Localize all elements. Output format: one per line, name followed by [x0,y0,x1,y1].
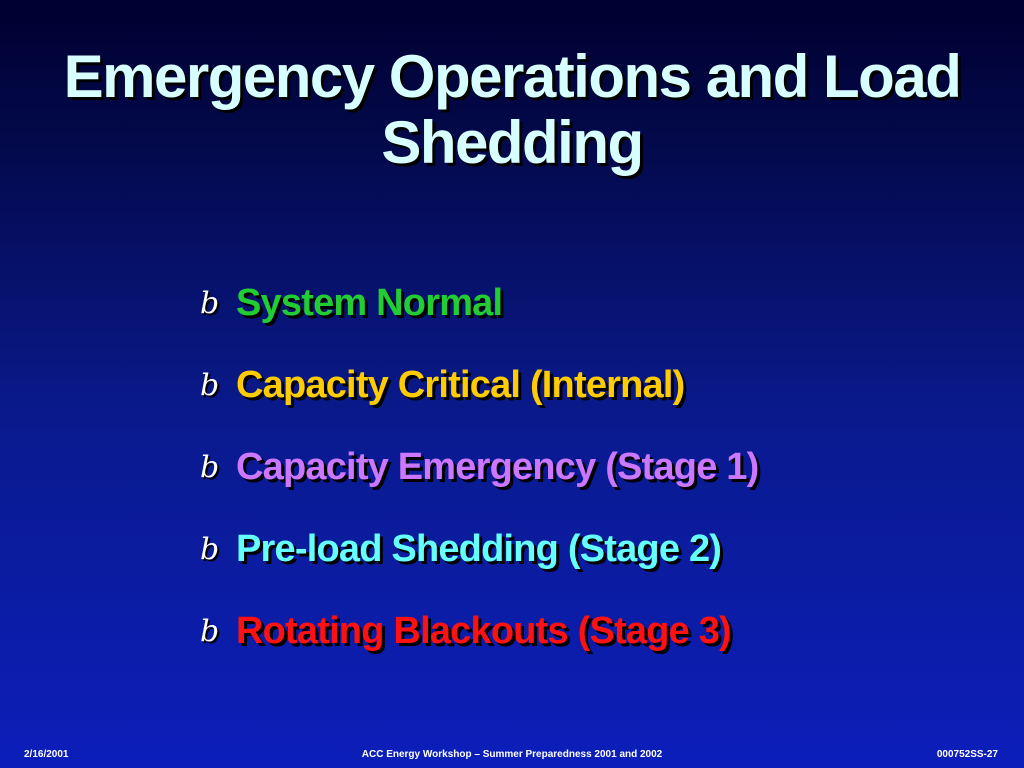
bullet-item-capacity-critical [200,344,758,426]
bullet-item-capacity-emergency [200,426,758,508]
bullet-text: Capacity Critical (Internal) [236,363,685,406]
bullet-marker-icon: b [200,531,220,567]
slide-title [40,44,984,176]
bullet-marker-icon: b [200,613,220,649]
bullet-marker-icon: b [200,449,220,485]
footer-date: 2/16/2001 [24,749,69,760]
bullet-item-system-normal [200,262,758,344]
bullet-marker-icon: b [200,367,220,403]
bullet-text: Pre-load Shedding (Stage 2) [236,527,722,570]
bullet-text: System Normal [236,281,503,324]
slide-title-line-1: Emergency Operations and Load [63,43,961,110]
bullet-item-rotating-blackouts [200,590,758,672]
footer-title: ACC Energy Workshop – Summer Preparedness 2001 and 2002 [361,749,663,760]
bullet-text: Capacity Emergency (Stage 1) [236,445,759,488]
bullet-item-pre-load-shedding [200,508,758,590]
bullet-list [200,262,758,672]
slide-title-line-2: Shedding [381,109,643,176]
footer-slide-code: 000752SS-27 [936,749,998,760]
bullet-text: Rotating Blackouts (Stage 3) [236,609,731,652]
bullet-marker-icon: b [200,285,220,321]
